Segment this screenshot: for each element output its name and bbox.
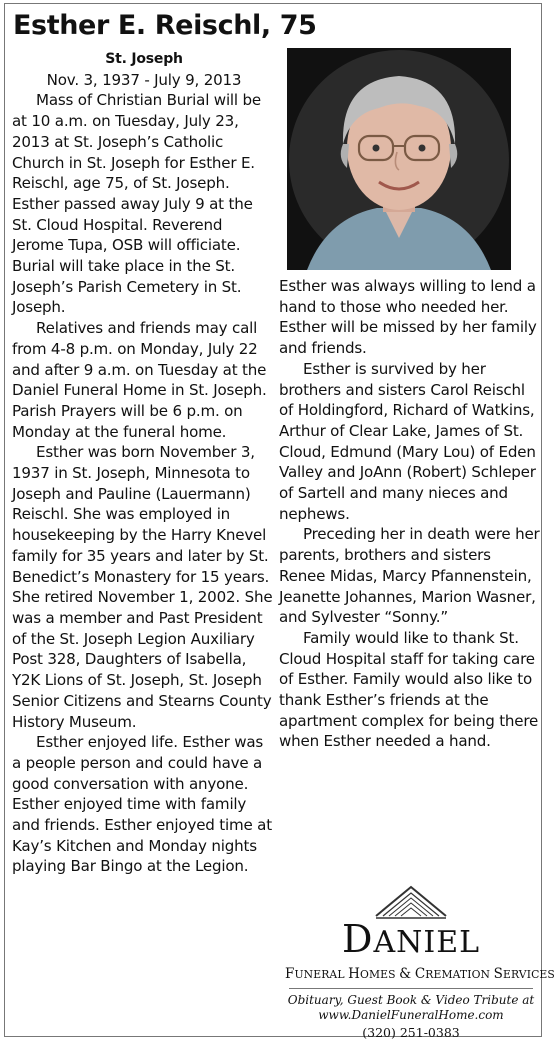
obituary-left-column (12, 49, 276, 877)
ad-phone: (320) 251-0383 (362, 1025, 460, 1040)
services-word-3-rest: REMATION (425, 968, 494, 981)
services-line (285, 966, 555, 982)
paragraph-visitation: Relatives and friends may call from 4-8 p.m. on Monday, July 22 and after 9 a.m. on Tuesday at the Daniel Funeral Home in St. Joseph. Parish Prayers will be 6 p.m. on Monday at the funeral home. (12, 319, 267, 441)
funeral-home-ad (285, 884, 555, 1040)
funeral-home-brand (285, 918, 537, 964)
paragraph-service: Mass of Christian Burial will be at 10 a.m. on Tuesday, July 23, 2013 at St. Joseph’s Catholic Church in St. Joseph for Esther E. Reischl, age 75, of St. Joseph. Esther passed away July 9 at the St. Cloud Hospital. Reverend Jerome Tupa, OSB will officiate. Burial will take place in the St. Joseph’s Parish Cemetery in St. Joseph. (12, 91, 261, 317)
services-ampersand: & (399, 966, 412, 982)
services-word-1-initial: F (285, 966, 295, 982)
ad-website: www.DanielFuneralHome.com (318, 1008, 504, 1022)
services-word-3-initial: C (414, 966, 426, 982)
services-word-2-initial: H (348, 966, 361, 982)
paragraph-continuation: Esther was always willing to lend a hand to those who needed her. Esther will be missed by her family and friends. (279, 277, 537, 358)
services-word-2-rest: OMES (360, 968, 400, 981)
obituary-clipping (4, 3, 555, 1040)
services-word-4-rest: ERVICES (502, 968, 555, 981)
paragraph-enjoyed-life: Esther enjoyed life. Esther was a people person and could have a good conversation with anyone. Esther enjoyed time with family and friends. Esther enjoyed time at Kay’s Kitchen and Monday nights playing Bar Bingo at the Legion. (12, 733, 272, 876)
paragraph-survivors: Esther is survived by her brothers and sisters Carol Reischl of Holdingford, Richard of Watkins, Arthur of Clear Lake, James of St. Cloud, Edmund (Mary Lou) of Eden Valley and JoAnn (Robert) Schleper of Sartell and many nieces and nephews. (279, 359, 536, 523)
obituary-city: St. Joseph (105, 51, 183, 67)
portrait-illustration (287, 48, 511, 270)
obituary-headline: Esther E. Reischl, 75 (13, 10, 317, 41)
services-word-4-initial: S (493, 966, 503, 982)
ad-divider (289, 988, 533, 989)
paragraph-preceded: Preceding her in death were her parents, brothers and sisters Renee Midas, Marcy Pfannenstein, Jeanette Johannes, Marion Wasner, and Sylvester “Sonny.” (279, 525, 540, 627)
ad-tagline: Obituary, Guest Book & Video Tribute at (287, 993, 535, 1007)
brand-rest: ANIEL (373, 925, 481, 960)
obituary-dates: Nov. 3, 1937 - July 9, 2013 (46, 70, 242, 89)
paragraph-thanks: Family would like to thank St. Cloud Hospital staff for taking care of Esther. Family would also like to thank Esther’s friends at the apartment complex for being there when Esther needed a hand. (279, 628, 539, 751)
portrait-photo (287, 48, 511, 270)
paragraph-biography: Esther was born November 3, 1937 in St. Joseph, Minnesota to Joseph and Pauline (Lauermann) Reischl. She was employed in housekeeping by the Harry Knevel family for 35 years and later by St. Benedict’s Monastery for 15 years. She retired November 1, 2002. She was a member and Past President of the St. Joseph Legion Auxiliary Post 328, Daughters of Isabella, Y2K Lions of St. Joseph, St. Joseph Senior Citizens and Stearns County History Museum. (12, 443, 273, 731)
brand-initial: D (341, 917, 374, 961)
services-word-1-rest: UNERAL (294, 968, 349, 981)
house-roof-icon (374, 884, 448, 920)
obituary-right-column (279, 276, 541, 752)
